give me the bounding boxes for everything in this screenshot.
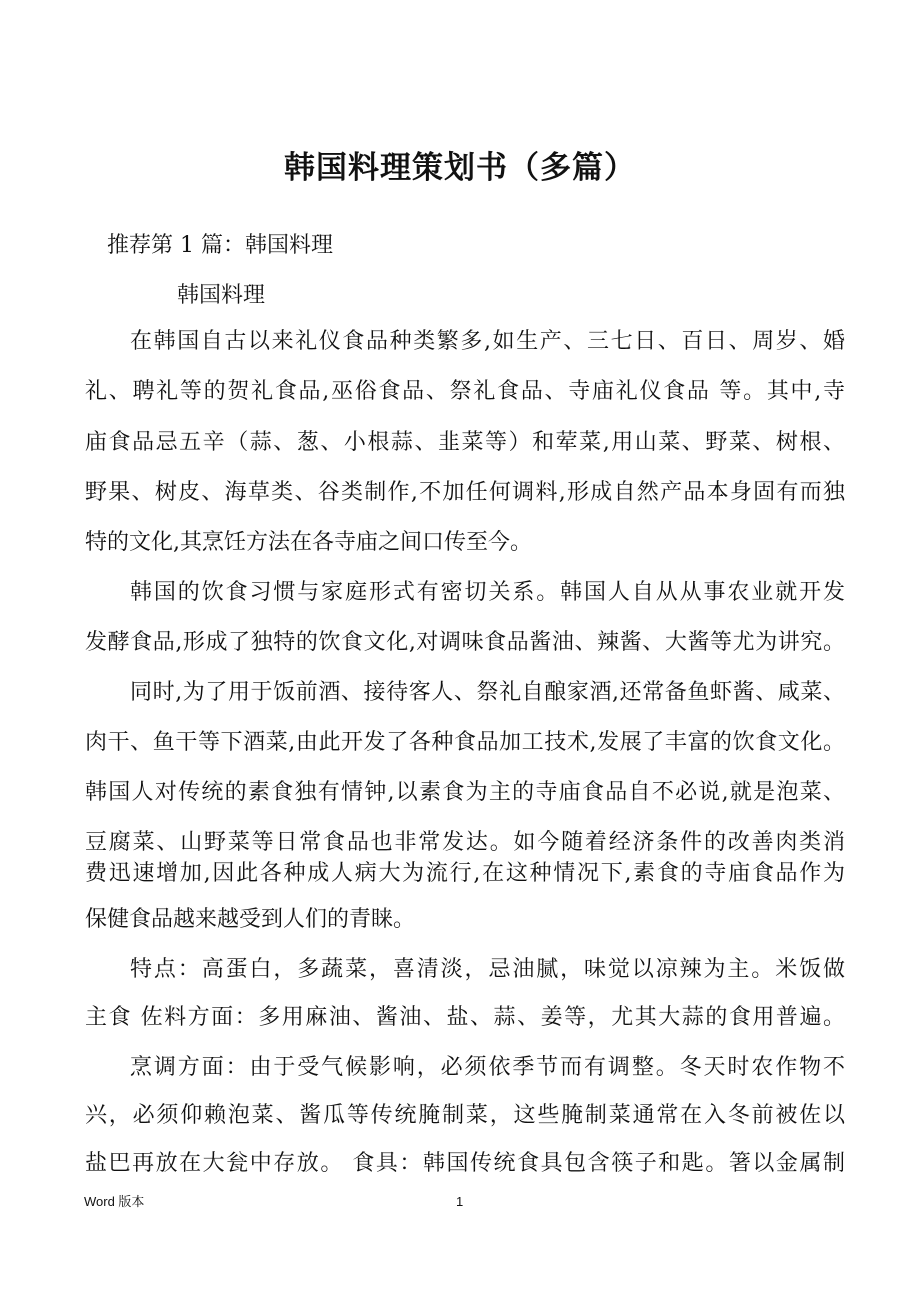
paragraph-line: 庙食品忌五辛（蒜、葱、小根蒜、韭菜等）和荤菜,用山菜、野菜、树根、 [85, 430, 845, 455]
paragraph-line: 发酵食品,形成了独特的饮食文化,对调味食品酱油、辣酱、大酱等尤为讲究。 [85, 630, 845, 655]
paragraph-line: 同时,为了用于饭前酒、接待客人、祭礼自酿家酒,还常备鱼虾酱、咸菜、 [130, 680, 845, 705]
paragraph-line: 在韩国自古以来礼仪食品种类繁多,如生产、三七日、百日、周岁、婚 [130, 329, 845, 354]
paragraph-line: 特点：高蛋白，多蔬菜，喜清淡，忌油腻，味觉以凉辣为主。米饭做 [130, 957, 845, 982]
paragraph-line: 野果、树皮、海草类、谷类制作,不加任何调料,形成自然产品本身固有而独 [85, 480, 845, 505]
paragraph-line: 保健食品越来越受到人们的青睐。 [85, 907, 416, 932]
paragraph-line: 烹调方面：由于受气候影响，必须依季节而有调整。冬天时农作物不 [130, 1055, 845, 1080]
recommend-heading: 推荐第 1 篇：韩国料理 [107, 233, 333, 258]
paragraph-line: 费迅速增加,因此各种成人病大为流行,在这种情况下,素食的寺庙食品作为 [85, 861, 845, 886]
paragraph-line: 礼、聘礼等的贺礼食品,巫俗食品、祭礼食品、寺庙礼仪食品 等。其中,寺 [85, 379, 845, 404]
document-title: 韩国料理策划书（多篇） [284, 150, 636, 186]
paragraph-line: 盐巴再放在大瓮中存放。 食具：韩国传统食具包含筷子和匙。箸以金属制 [85, 1151, 845, 1176]
paragraph-line: 肉干、鱼干等下酒菜,由此开发了各种食品加工技术,发展了丰富的饮食文化。 [85, 730, 845, 755]
footer-label: Word 版本 [84, 1194, 145, 1209]
paragraph-line: 特的文化,其烹饪方法在各寺庙之间口传至今。 [85, 530, 532, 555]
page-number: 1 [456, 1194, 464, 1209]
paragraph-line: 韩国人对传统的素食独有情钟,以素食为主的寺庙食品自不必说,就是泡菜、 [85, 780, 845, 805]
paragraph-line: 兴，必须仰赖泡菜、酱瓜等传统腌制菜，这些腌制菜通常在入冬前被佐以 [85, 1103, 845, 1128]
paragraph-line: 主食 佐料方面：多用麻油、酱油、盐、蒜、姜等，尤其大蒜的食用普遍。 [85, 1005, 845, 1030]
section-heading: 韩国料理 [177, 283, 266, 308]
paragraph-line: 韩国的饮食习惯与家庭形式有密切关系。韩国人自从从事农业就开发 [130, 580, 845, 605]
paragraph-line: 豆腐菜、山野菜等日常食品也非常发达。如今随着经济条件的改善肉类消 [85, 830, 845, 855]
